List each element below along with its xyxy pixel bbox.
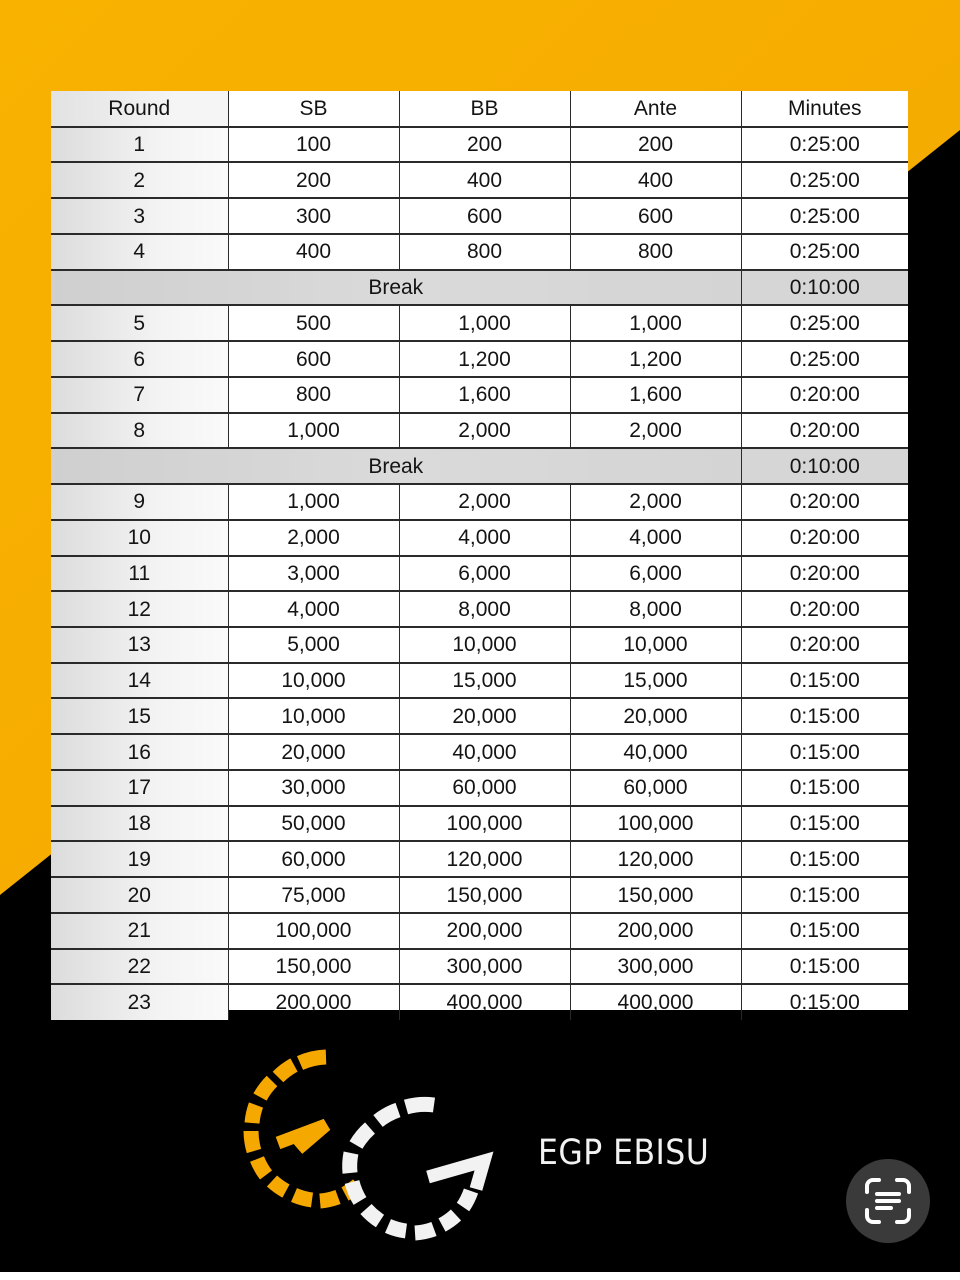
break-minutes: 0:10:00	[741, 270, 908, 306]
table-row	[51, 627, 908, 663]
table-row	[51, 913, 908, 949]
cell-round: 21	[51, 913, 228, 949]
cell-round: 7	[51, 377, 228, 413]
cell-bb: 20,000	[399, 698, 570, 734]
cell-minutes: 0:15:00	[741, 913, 908, 949]
cell-round: 1	[51, 127, 228, 163]
cell-sb: 400	[228, 234, 399, 270]
cell-bb: 150,000	[399, 877, 570, 913]
cell-round: 19	[51, 841, 228, 877]
cell-minutes: 0:15:00	[741, 877, 908, 913]
cell-sb: 10,000	[228, 698, 399, 734]
table-row	[51, 341, 908, 377]
cell-ante: 1,600	[570, 377, 741, 413]
cell-minutes: 0:20:00	[741, 627, 908, 663]
cell-sb: 100,000	[228, 913, 399, 949]
column-header-minutes: Minutes	[741, 91, 908, 127]
cell-sb: 1,000	[228, 413, 399, 449]
cell-round: 14	[51, 663, 228, 699]
cell-sb: 200,000	[228, 984, 399, 1020]
cell-sb: 300	[228, 198, 399, 234]
cell-ante: 200	[570, 127, 741, 163]
table-row	[51, 377, 908, 413]
cell-bb: 60,000	[399, 770, 570, 806]
cell-round: 23	[51, 984, 228, 1020]
cell-sb: 800	[228, 377, 399, 413]
table-row	[51, 841, 908, 877]
cell-sb: 600	[228, 341, 399, 377]
table-row	[51, 949, 908, 985]
cell-sb: 100	[228, 127, 399, 163]
break-label: Break	[51, 270, 741, 306]
cell-ante: 1,200	[570, 341, 741, 377]
brand-name: EGP EBISU	[538, 1133, 710, 1173]
table-row	[51, 698, 908, 734]
cell-minutes: 0:15:00	[741, 698, 908, 734]
cell-sb: 20,000	[228, 734, 399, 770]
cell-sb: 200	[228, 162, 399, 198]
scan-text-icon	[861, 1174, 915, 1228]
cell-sb: 4,000	[228, 591, 399, 627]
table-row	[51, 806, 908, 842]
cell-bb: 1,200	[399, 341, 570, 377]
table-row	[51, 984, 908, 1020]
table-row	[51, 591, 908, 627]
cell-sb: 50,000	[228, 806, 399, 842]
table-row	[51, 520, 908, 556]
cell-round: 4	[51, 234, 228, 270]
table-row	[51, 305, 908, 341]
cell-ante: 150,000	[570, 877, 741, 913]
cell-round: 11	[51, 556, 228, 592]
table-row	[51, 234, 908, 270]
cell-minutes: 0:20:00	[741, 556, 908, 592]
cell-ante: 400,000	[570, 984, 741, 1020]
cell-sb: 75,000	[228, 877, 399, 913]
cell-bb: 120,000	[399, 841, 570, 877]
cell-ante: 2,000	[570, 484, 741, 520]
cell-round: 12	[51, 591, 228, 627]
cell-round: 9	[51, 484, 228, 520]
cell-round: 22	[51, 949, 228, 985]
cell-bb: 6,000	[399, 556, 570, 592]
cell-round: 5	[51, 305, 228, 341]
cell-ante: 20,000	[570, 698, 741, 734]
cell-bb: 2,000	[399, 413, 570, 449]
cell-ante: 200,000	[570, 913, 741, 949]
cell-ante: 1,000	[570, 305, 741, 341]
cell-round: 13	[51, 627, 228, 663]
cell-minutes: 0:15:00	[741, 770, 908, 806]
cell-bb: 4,000	[399, 520, 570, 556]
cell-minutes: 0:25:00	[741, 198, 908, 234]
cell-minutes: 0:15:00	[741, 734, 908, 770]
cell-ante: 10,000	[570, 627, 741, 663]
cell-bb: 800	[399, 234, 570, 270]
cell-minutes: 0:15:00	[741, 841, 908, 877]
cell-bb: 8,000	[399, 591, 570, 627]
cell-sb: 500	[228, 305, 399, 341]
cell-minutes: 0:25:00	[741, 305, 908, 341]
cell-round: 6	[51, 341, 228, 377]
cell-bb: 15,000	[399, 663, 570, 699]
column-header-sb: SB	[228, 91, 399, 127]
cell-round: 10	[51, 520, 228, 556]
scan-text-button[interactable]	[846, 1159, 930, 1243]
cell-minutes: 0:15:00	[741, 663, 908, 699]
cell-minutes: 0:25:00	[741, 162, 908, 198]
cell-ante: 300,000	[570, 949, 741, 985]
cell-ante: 2,000	[570, 413, 741, 449]
table-header-row	[51, 91, 908, 127]
cell-bb: 400	[399, 162, 570, 198]
table-row	[51, 556, 908, 592]
cell-round: 2	[51, 162, 228, 198]
cell-minutes: 0:20:00	[741, 377, 908, 413]
table-row	[51, 663, 908, 699]
cell-ante: 600	[570, 198, 741, 234]
column-header-ante: Ante	[570, 91, 741, 127]
table-row	[51, 734, 908, 770]
cell-bb: 200,000	[399, 913, 570, 949]
break-label: Break	[51, 448, 741, 484]
cell-sb: 60,000	[228, 841, 399, 877]
cell-minutes: 0:15:00	[789, 991, 860, 1015]
cell-round: 8	[51, 413, 228, 449]
cell-round: 17	[51, 770, 228, 806]
cell-sb: 30,000	[228, 770, 399, 806]
cell-ante: 15,000	[570, 663, 741, 699]
break-row	[51, 448, 908, 484]
table-row	[51, 198, 908, 234]
cell-ante: 120,000	[570, 841, 741, 877]
cell-round: 16	[51, 734, 228, 770]
table-row	[51, 127, 908, 163]
cell-bb: 2,000	[399, 484, 570, 520]
cell-ante: 8,000	[570, 591, 741, 627]
table-row	[51, 162, 908, 198]
cell-ante: 40,000	[570, 734, 741, 770]
cell-minutes: 0:20:00	[741, 591, 908, 627]
table-row	[51, 770, 908, 806]
table-row	[51, 877, 908, 913]
cell-ante: 60,000	[570, 770, 741, 806]
cell-sb: 150,000	[228, 949, 399, 985]
cell-bb: 200	[399, 127, 570, 163]
cell-minutes: 0:15:00	[741, 806, 908, 842]
cell-minutes: 0:15:00	[741, 949, 908, 985]
cell-bb: 300,000	[399, 949, 570, 985]
table-row	[51, 413, 908, 449]
cell-bb: 40,000	[399, 734, 570, 770]
cell-ante: 4,000	[570, 520, 741, 556]
bottom-edge-strip	[0, 1272, 960, 1280]
column-header-round: Round	[51, 91, 228, 127]
break-row	[51, 270, 908, 306]
cell-minutes: 0:25:00	[741, 127, 908, 163]
blind-structure-sheet	[51, 91, 908, 1015]
cell-ante: 6,000	[570, 556, 741, 592]
cell-round: 15	[51, 698, 228, 734]
table-body	[51, 127, 908, 1020]
break-minutes: 0:10:00	[741, 448, 908, 484]
cell-minutes: 0:20:00	[741, 484, 908, 520]
cell-round: 3	[51, 198, 228, 234]
table-row	[51, 484, 908, 520]
cell-sb: 2,000	[228, 520, 399, 556]
blind-structure-table	[51, 91, 908, 1020]
cell-bb: 1,000	[399, 305, 570, 341]
cell-minutes: 0:20:00	[741, 520, 908, 556]
egp-logo-icon	[238, 1045, 500, 1253]
cell-sb: 10,000	[228, 663, 399, 699]
cell-bb: 600	[399, 198, 570, 234]
cell-round: 20	[51, 877, 228, 913]
cell-sb: 1,000	[228, 484, 399, 520]
cell-bb: 10,000	[399, 627, 570, 663]
cell-minutes: 0:20:00	[741, 413, 908, 449]
cell-minutes: 0:25:00	[741, 341, 908, 377]
cell-ante: 400	[570, 162, 741, 198]
cell-bb: 100,000	[399, 806, 570, 842]
cell-sb: 3,000	[228, 556, 399, 592]
cell-bb: 400,000	[399, 984, 570, 1020]
cell-sb: 5,000	[228, 627, 399, 663]
cell-bb: 1,600	[399, 377, 570, 413]
cell-ante: 100,000	[570, 806, 741, 842]
cell-round: 18	[51, 806, 228, 842]
cell-minutes: 0:25:00	[741, 234, 908, 270]
cell-ante: 800	[570, 234, 741, 270]
column-header-bb: BB	[399, 91, 570, 127]
